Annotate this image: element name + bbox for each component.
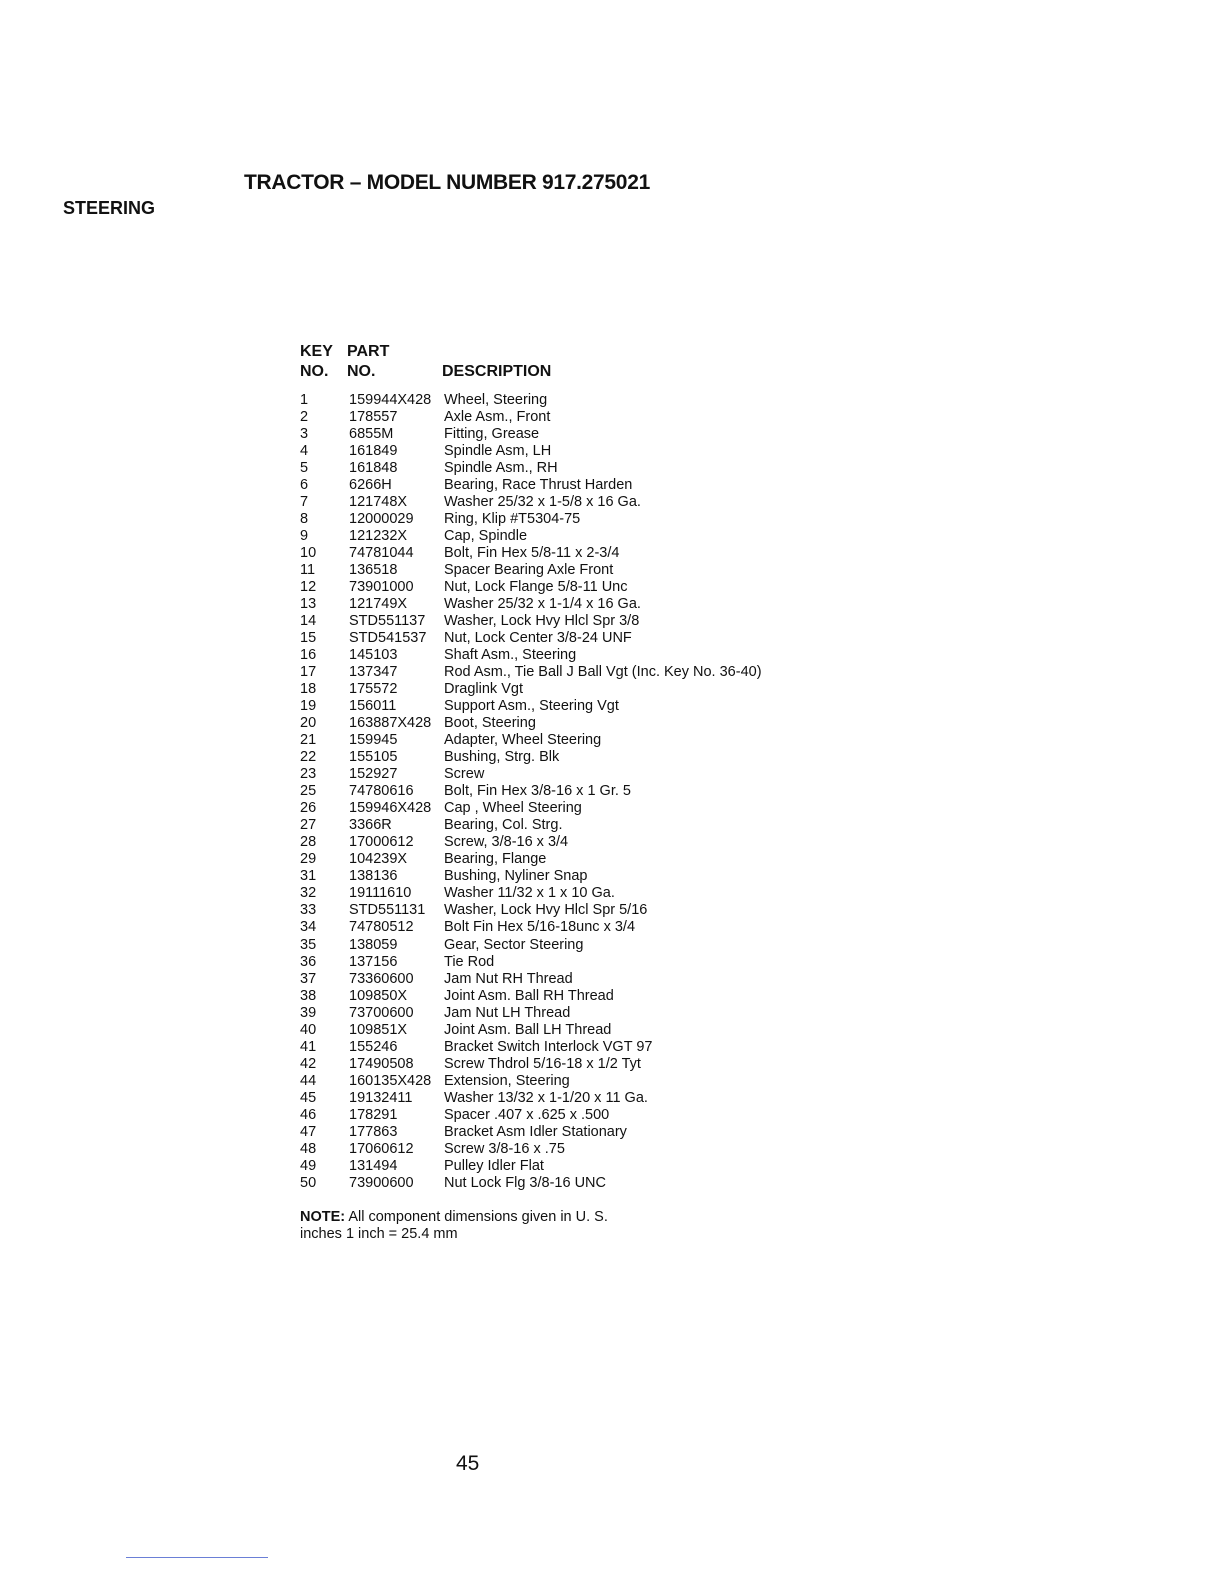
description-cell: Wheel, Steering	[444, 392, 548, 408]
part-no-cell: 109850X	[349, 987, 408, 1004]
part-no-cell: 175572	[349, 681, 398, 698]
description-cell: Adapter, Wheel Steering	[444, 732, 602, 749]
part-no-cell: 137156	[349, 953, 398, 970]
note-label: NOTE:	[300, 1209, 346, 1225]
key-no-cell: 13	[300, 596, 317, 613]
part-no-cell: 136518	[349, 562, 398, 579]
key-no-cell: 50	[300, 1174, 317, 1191]
part-no-cell: 17060612	[349, 1140, 414, 1157]
table-row	[300, 1158, 860, 1175]
description-cell: Bearing, Col. Strg.	[444, 817, 563, 834]
key-no-cell: 31	[300, 868, 317, 885]
part-no-cell: 12000029	[349, 511, 414, 528]
part-no-cell: 73900600	[349, 1174, 414, 1191]
description-cell: Pulley Idler Flat	[444, 1157, 544, 1174]
key-no-cell: 15	[300, 630, 317, 647]
part-no-cell: 160135X428	[349, 1072, 432, 1089]
part-no-cell: 155246	[349, 1038, 398, 1055]
table-row	[300, 1107, 860, 1124]
part-no-cell: STD551137	[349, 613, 426, 630]
part-no-cell: 138136	[349, 868, 398, 885]
description-cell: Bracket Switch Interlock VGT 97	[444, 1038, 653, 1055]
part-no-cell: 109851X	[349, 1021, 408, 1038]
header-key-top: KEY	[300, 343, 333, 360]
description-cell: Screw 3/8-16 x .75	[444, 1140, 565, 1157]
table-row	[300, 868, 860, 885]
description-cell: Bushing, Nyliner Snap	[444, 868, 588, 885]
description-cell: Ring, Klip #T5304-75	[444, 511, 581, 528]
part-no-cell: 161848	[349, 460, 398, 477]
key-no-cell: 25	[300, 783, 317, 800]
key-no-cell: 26	[300, 800, 317, 817]
key-no-cell: 36	[300, 953, 317, 970]
page-title: TRACTOR – MODEL NUMBER 917.275021	[244, 171, 650, 194]
description-cell: Bushing, Strg. Blk	[444, 749, 560, 766]
table-row	[300, 937, 860, 954]
table-row	[300, 851, 860, 868]
table-row	[300, 1022, 860, 1039]
key-no-cell: 10	[300, 545, 317, 562]
key-no-cell: 8	[300, 511, 309, 528]
description-cell: Spindle Asm., RH	[444, 460, 558, 477]
table-row	[300, 954, 860, 971]
table-row	[300, 1090, 860, 1107]
table-row	[300, 579, 860, 596]
description-cell: Nut, Lock Center 3/8-24 UNF	[444, 630, 632, 647]
key-no-cell: 45	[300, 1089, 317, 1106]
key-no-cell: 48	[300, 1140, 317, 1157]
description-cell: Nut Lock Flg 3/8-16 UNC	[444, 1174, 606, 1191]
key-no-cell: 38	[300, 987, 317, 1004]
part-no-cell: STD551131	[349, 902, 426, 919]
description-cell: Jam Nut RH Thread	[444, 970, 573, 987]
key-no-cell: 11	[300, 562, 316, 579]
description-cell: Bolt, Fin Hex 5/8-11 x 2-3/4	[444, 545, 620, 562]
section-heading: STEERING	[63, 198, 156, 218]
description-cell: Bearing, Race Thrust Harden	[444, 477, 633, 494]
part-no-cell: 121749X	[349, 596, 408, 613]
description-cell: Cap, Spindle	[444, 528, 528, 545]
key-no-cell: 29	[300, 851, 317, 868]
part-no-cell: 155105	[349, 749, 398, 766]
description-cell: Spindle Asm, LH	[444, 443, 552, 460]
part-no-cell: 138059	[349, 936, 398, 953]
key-no-cell: 46	[300, 1106, 317, 1123]
description-cell: Boot, Steering	[444, 715, 536, 732]
key-no-cell: 7	[300, 494, 309, 511]
header-part-top: PART	[347, 343, 390, 360]
key-no-cell: 1	[300, 392, 309, 408]
key-no-cell: 12	[300, 579, 317, 596]
part-no-cell: 74780616	[349, 783, 414, 800]
key-no-cell: 19	[300, 698, 317, 715]
part-no-cell: 178291	[349, 1106, 398, 1123]
description-cell: Washer 11/32 x 1 x 10 Ga.	[444, 885, 615, 902]
header-part-bottom: NO.	[347, 363, 376, 380]
description-cell: Washer 25/32 x 1-1/4 x 16 Ga.	[444, 596, 641, 613]
key-no-cell: 5	[300, 460, 309, 477]
table-row	[300, 817, 860, 834]
table-row	[300, 681, 860, 698]
table-row	[300, 902, 860, 919]
description-cell: Bracket Asm Idler Stationary	[444, 1123, 627, 1140]
description-cell: Tie Rod	[444, 953, 495, 970]
table-row	[300, 715, 860, 732]
table-row	[300, 919, 860, 936]
description-cell: Bolt Fin Hex 5/16-18unc x 3/4	[444, 919, 636, 936]
parts-list	[300, 392, 860, 1192]
key-no-cell: 3	[300, 426, 309, 443]
key-no-cell: 33	[300, 902, 317, 919]
table-row	[300, 528, 860, 545]
footer-rule	[126, 1557, 268, 1558]
key-no-cell: 4	[300, 443, 309, 460]
table-row	[300, 1073, 860, 1090]
part-no-cell: 159944X428	[349, 392, 432, 408]
description-cell: Cap , Wheel Steering	[444, 800, 582, 817]
description-cell: Axle Asm., Front	[444, 409, 551, 426]
part-no-cell: 177863	[349, 1123, 398, 1140]
table-row	[300, 511, 860, 528]
part-no-cell: 159946X428	[349, 800, 432, 817]
header-description: DESCRIPTION	[442, 363, 552, 380]
description-cell: Draglink Vgt	[444, 681, 523, 698]
table-row	[300, 698, 860, 715]
table-row	[300, 1124, 860, 1141]
part-no-cell: 73360600	[349, 970, 414, 987]
table-row	[300, 1005, 860, 1022]
description-cell: Washer, Lock Hvy Hlcl Spr 3/8	[444, 613, 640, 630]
table-row	[300, 596, 860, 613]
table-row	[300, 613, 860, 630]
key-no-cell: 22	[300, 749, 317, 766]
description-cell: Bearing, Flange	[444, 851, 547, 868]
description-cell: Nut, Lock Flange 5/8-11 Unc	[444, 579, 628, 596]
description-cell: Fitting, Grease	[444, 426, 540, 443]
key-no-cell: 44	[300, 1072, 317, 1089]
table-row	[300, 800, 860, 817]
table-row	[300, 392, 860, 409]
key-no-cell: 41	[300, 1038, 317, 1055]
description-cell: Support Asm., Steering Vgt	[444, 698, 619, 715]
table-row	[300, 443, 860, 460]
key-no-cell: 49	[300, 1157, 317, 1174]
part-no-cell: 17000612	[349, 834, 414, 851]
table-row	[300, 545, 860, 562]
part-no-cell: 156011	[349, 698, 397, 715]
key-no-cell: 32	[300, 885, 317, 902]
part-no-cell: 121748X	[349, 494, 408, 511]
part-no-cell: 6855M	[349, 426, 394, 443]
part-no-cell: 6266H	[349, 477, 392, 494]
part-no-cell: 178557	[349, 409, 398, 426]
table-row	[300, 783, 860, 800]
note	[300, 1209, 608, 1243]
table-row	[300, 460, 860, 477]
part-no-cell: STD541537	[349, 630, 427, 647]
table-row	[300, 664, 860, 681]
table-row	[300, 971, 860, 988]
table-row	[300, 885, 860, 902]
description-cell: Shaft Asm., Steering	[444, 647, 577, 664]
part-no-cell: 161849	[349, 443, 398, 460]
key-no-cell: 9	[300, 528, 309, 545]
page-number: 45	[456, 1452, 480, 1475]
part-no-cell: 3366R	[349, 817, 392, 834]
table-row	[300, 732, 860, 749]
key-no-cell: 34	[300, 919, 317, 936]
part-no-cell: 19111610	[349, 885, 412, 902]
table-row	[300, 630, 860, 647]
key-no-cell: 21	[300, 732, 317, 749]
description-cell: Jam Nut LH Thread	[444, 1004, 571, 1021]
table-row	[300, 477, 860, 494]
note-line-2: inches 1 inch = 25.4 mm	[300, 1226, 458, 1242]
description-cell: Rod Asm., Tie Ball J Ball Vgt (Inc. Key No. 36-40)	[444, 664, 762, 681]
part-no-cell: 152927	[349, 766, 398, 783]
key-no-cell: 27	[300, 817, 317, 834]
key-no-cell: 42	[300, 1055, 317, 1072]
part-no-cell: 73700600	[349, 1004, 414, 1021]
key-no-cell: 18	[300, 681, 317, 698]
part-no-cell: 145103	[349, 647, 398, 664]
description-cell: Screw, 3/8-16 x 3/4	[444, 834, 569, 851]
table-row	[300, 1056, 860, 1073]
part-no-cell: 73901000	[349, 579, 414, 596]
table-row	[300, 749, 860, 766]
description-cell: Spacer .407 x .625 x .500	[444, 1106, 610, 1123]
description-cell: Screw Thdrol 5/16-18 x 1/2 Tyt	[444, 1055, 641, 1072]
description-cell: Washer 25/32 x 1-5/8 x 16 Ga.	[444, 494, 641, 511]
key-no-cell: 35	[300, 936, 317, 953]
key-no-cell: 17	[300, 664, 317, 681]
key-no-cell: 23	[300, 766, 317, 783]
table-row	[300, 766, 860, 783]
key-no-cell: 14	[300, 613, 317, 630]
description-cell: Joint Asm. Ball LH Thread	[444, 1021, 612, 1038]
description-cell: Extension, Steering	[444, 1072, 570, 1089]
description-cell: Washer 13/32 x 1-1/20 x 11 Ga.	[444, 1089, 648, 1106]
description-cell: Gear, Sector Steering	[444, 936, 584, 953]
table-row	[300, 1141, 860, 1158]
part-no-cell: 121232X	[349, 528, 408, 545]
part-no-cell: 163887X428	[349, 715, 432, 732]
note-line-1: All component dimensions given in U. S.	[348, 1209, 608, 1225]
table-row	[300, 834, 860, 851]
description-cell: Washer, Lock Hvy Hlcl Spr 5/16	[444, 902, 648, 919]
description-cell: Joint Asm. Ball RH Thread	[444, 987, 614, 1004]
key-no-cell: 6	[300, 477, 309, 494]
header-key-bottom: NO.	[300, 363, 329, 380]
description-cell: Bolt, Fin Hex 3/8-16 x 1 Gr. 5	[444, 783, 631, 800]
description-cell: Screw	[444, 766, 485, 783]
key-no-cell: 2	[300, 409, 309, 426]
part-no-cell: 137347	[349, 664, 398, 681]
table-row	[300, 1039, 860, 1056]
part-no-cell: 74781044	[349, 545, 414, 562]
key-no-cell: 39	[300, 1004, 317, 1021]
part-no-cell: 17490508	[349, 1055, 414, 1072]
key-no-cell: 40	[300, 1021, 317, 1038]
part-no-cell: 131494	[349, 1157, 398, 1174]
table-row	[300, 494, 860, 511]
table-row	[300, 562, 860, 579]
part-no-cell: 104239X	[349, 851, 408, 868]
table-row	[300, 426, 860, 443]
key-no-cell: 16	[300, 647, 317, 664]
key-no-cell: 47	[300, 1123, 317, 1140]
part-no-cell: 19132411	[349, 1089, 413, 1106]
part-no-cell: 159945	[349, 732, 398, 749]
table-row	[300, 409, 860, 426]
key-no-cell: 37	[300, 970, 317, 987]
part-no-cell: 74780512	[349, 919, 414, 936]
key-no-cell: 28	[300, 834, 317, 851]
key-no-cell: 20	[300, 715, 317, 732]
description-cell: Spacer Bearing Axle Front	[444, 562, 614, 579]
table-row	[300, 1175, 860, 1192]
table-row	[300, 647, 860, 664]
table-row	[300, 988, 860, 1005]
